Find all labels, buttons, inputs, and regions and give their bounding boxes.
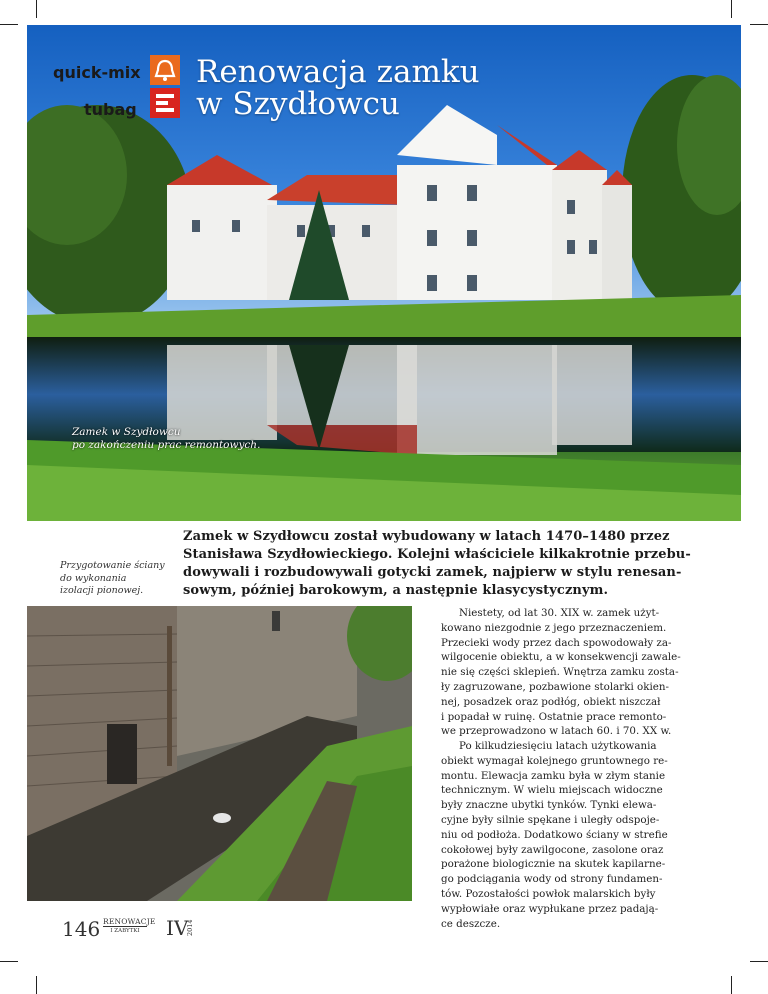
body-line: były znaczne ubytki tynków. Tynki elewa- [441,799,657,812]
photo-caption-line: izolacji pionowej. [60,585,144,596]
crop-mark [0,961,18,962]
magazine-logo [103,917,156,935]
lead-line: Zamek w Szydłowcu został wybudowany w latach 1470–1480 przez [183,529,670,544]
quickmix-bell-icon [150,55,180,85]
body-line: niu od podłoża. Dodatkowo ściany w strefie [441,828,668,841]
hero-caption-line: Zamek w Szydłowcu [72,426,181,438]
body-paragraph [441,606,741,739]
crop-mark [0,24,18,25]
lead-line: dowywali i rozbudowywali gotycki zamek, najpierw w stylu renesan- [183,565,682,580]
hero-caption-line: po zakończeniu prac remontowych. [72,439,261,451]
issue-year: 2014 [186,919,194,936]
crop-mark [750,24,768,25]
body-line: nej, posadzek oraz podłóg, obiekt niszczał [441,695,661,708]
body-line: i popadał w ruinę. Ostatnie prace remonto- [441,710,667,723]
lead-paragraph [183,528,743,600]
body-line: cokołowej były zawilgocone, zasolone oraz [441,843,664,856]
body-line: technicznym. W wielu miejscach widoczne [441,784,663,797]
body-line: obiekt wymagał kolejnego gruntownego re- [441,754,668,767]
body-paragraph [441,739,741,931]
body-line: wypłowiałe oraz wypłukane przez padają- [441,902,659,915]
lead-line: sowym, później barokowym, a następnie klasycystycznym. [183,583,609,598]
body-line: tów. Pozostałości powłok malarskich były [441,887,656,900]
body-line: Niestety, od lat 30. XIX w. zamek użyt- [459,607,660,619]
tubag-logo-text: tubag [84,100,137,119]
body-line: nie się części sklepień. Wnętrza zamku zosta- [441,666,679,679]
crop-mark [731,0,732,18]
tubag-logo-icon [150,88,180,118]
body-line: go podciągania wody od strony fundamen- [441,873,663,886]
photo-caption-line: do wykonania [60,572,127,584]
body-line: wilgocenie obiektu, a w konsekwencji zawale- [441,651,681,664]
body-line: Po kilkudziesięciu latach użytkowania [459,740,657,752]
quickmix-logo-text: quick-mix [53,63,141,82]
magazine-name: RENOWACJE [103,917,156,926]
body-line: cyjne były silnie spękane i uległy odspoje- [441,813,660,826]
body-line: we przeprowadzono w latach 60. i 70. XX w. [441,725,672,738]
body-line: montu. Elewacja zamku była w złym stanie [441,769,666,782]
body-line: kowano niezgodnie z jego przeznaczeniem. [441,621,667,634]
hero-caption [72,426,260,452]
title-line: Renowacja zamku [196,54,480,90]
magazine-subname: I ZABYTKI [110,928,140,934]
article-title [196,56,480,120]
crop-mark [36,976,37,994]
body-line: Przecieki wody przez dach spowodowały za- [441,636,672,649]
crop-mark [36,0,37,18]
body-line: porażone biologicznie na skutek kapilarne- [441,858,666,871]
title-line: w Szydłowcu [196,86,400,122]
crop-mark [731,976,732,994]
photo-caption [60,560,170,598]
issue-number: IV [166,916,189,940]
body-line: ce deszcze. [441,917,501,930]
lead-line: Stanisława Szydłowieckiego. Kolejni właściciele kilkakrotnie przebu- [183,547,691,562]
wall-preparation-photo [27,606,412,901]
crop-mark [750,961,768,962]
page-number: 146 [62,917,101,941]
photo-caption-line: Przygotowanie ściany [60,560,165,571]
body-line: ły zagruzowane, pozbawione stolarki okien- [441,680,669,693]
